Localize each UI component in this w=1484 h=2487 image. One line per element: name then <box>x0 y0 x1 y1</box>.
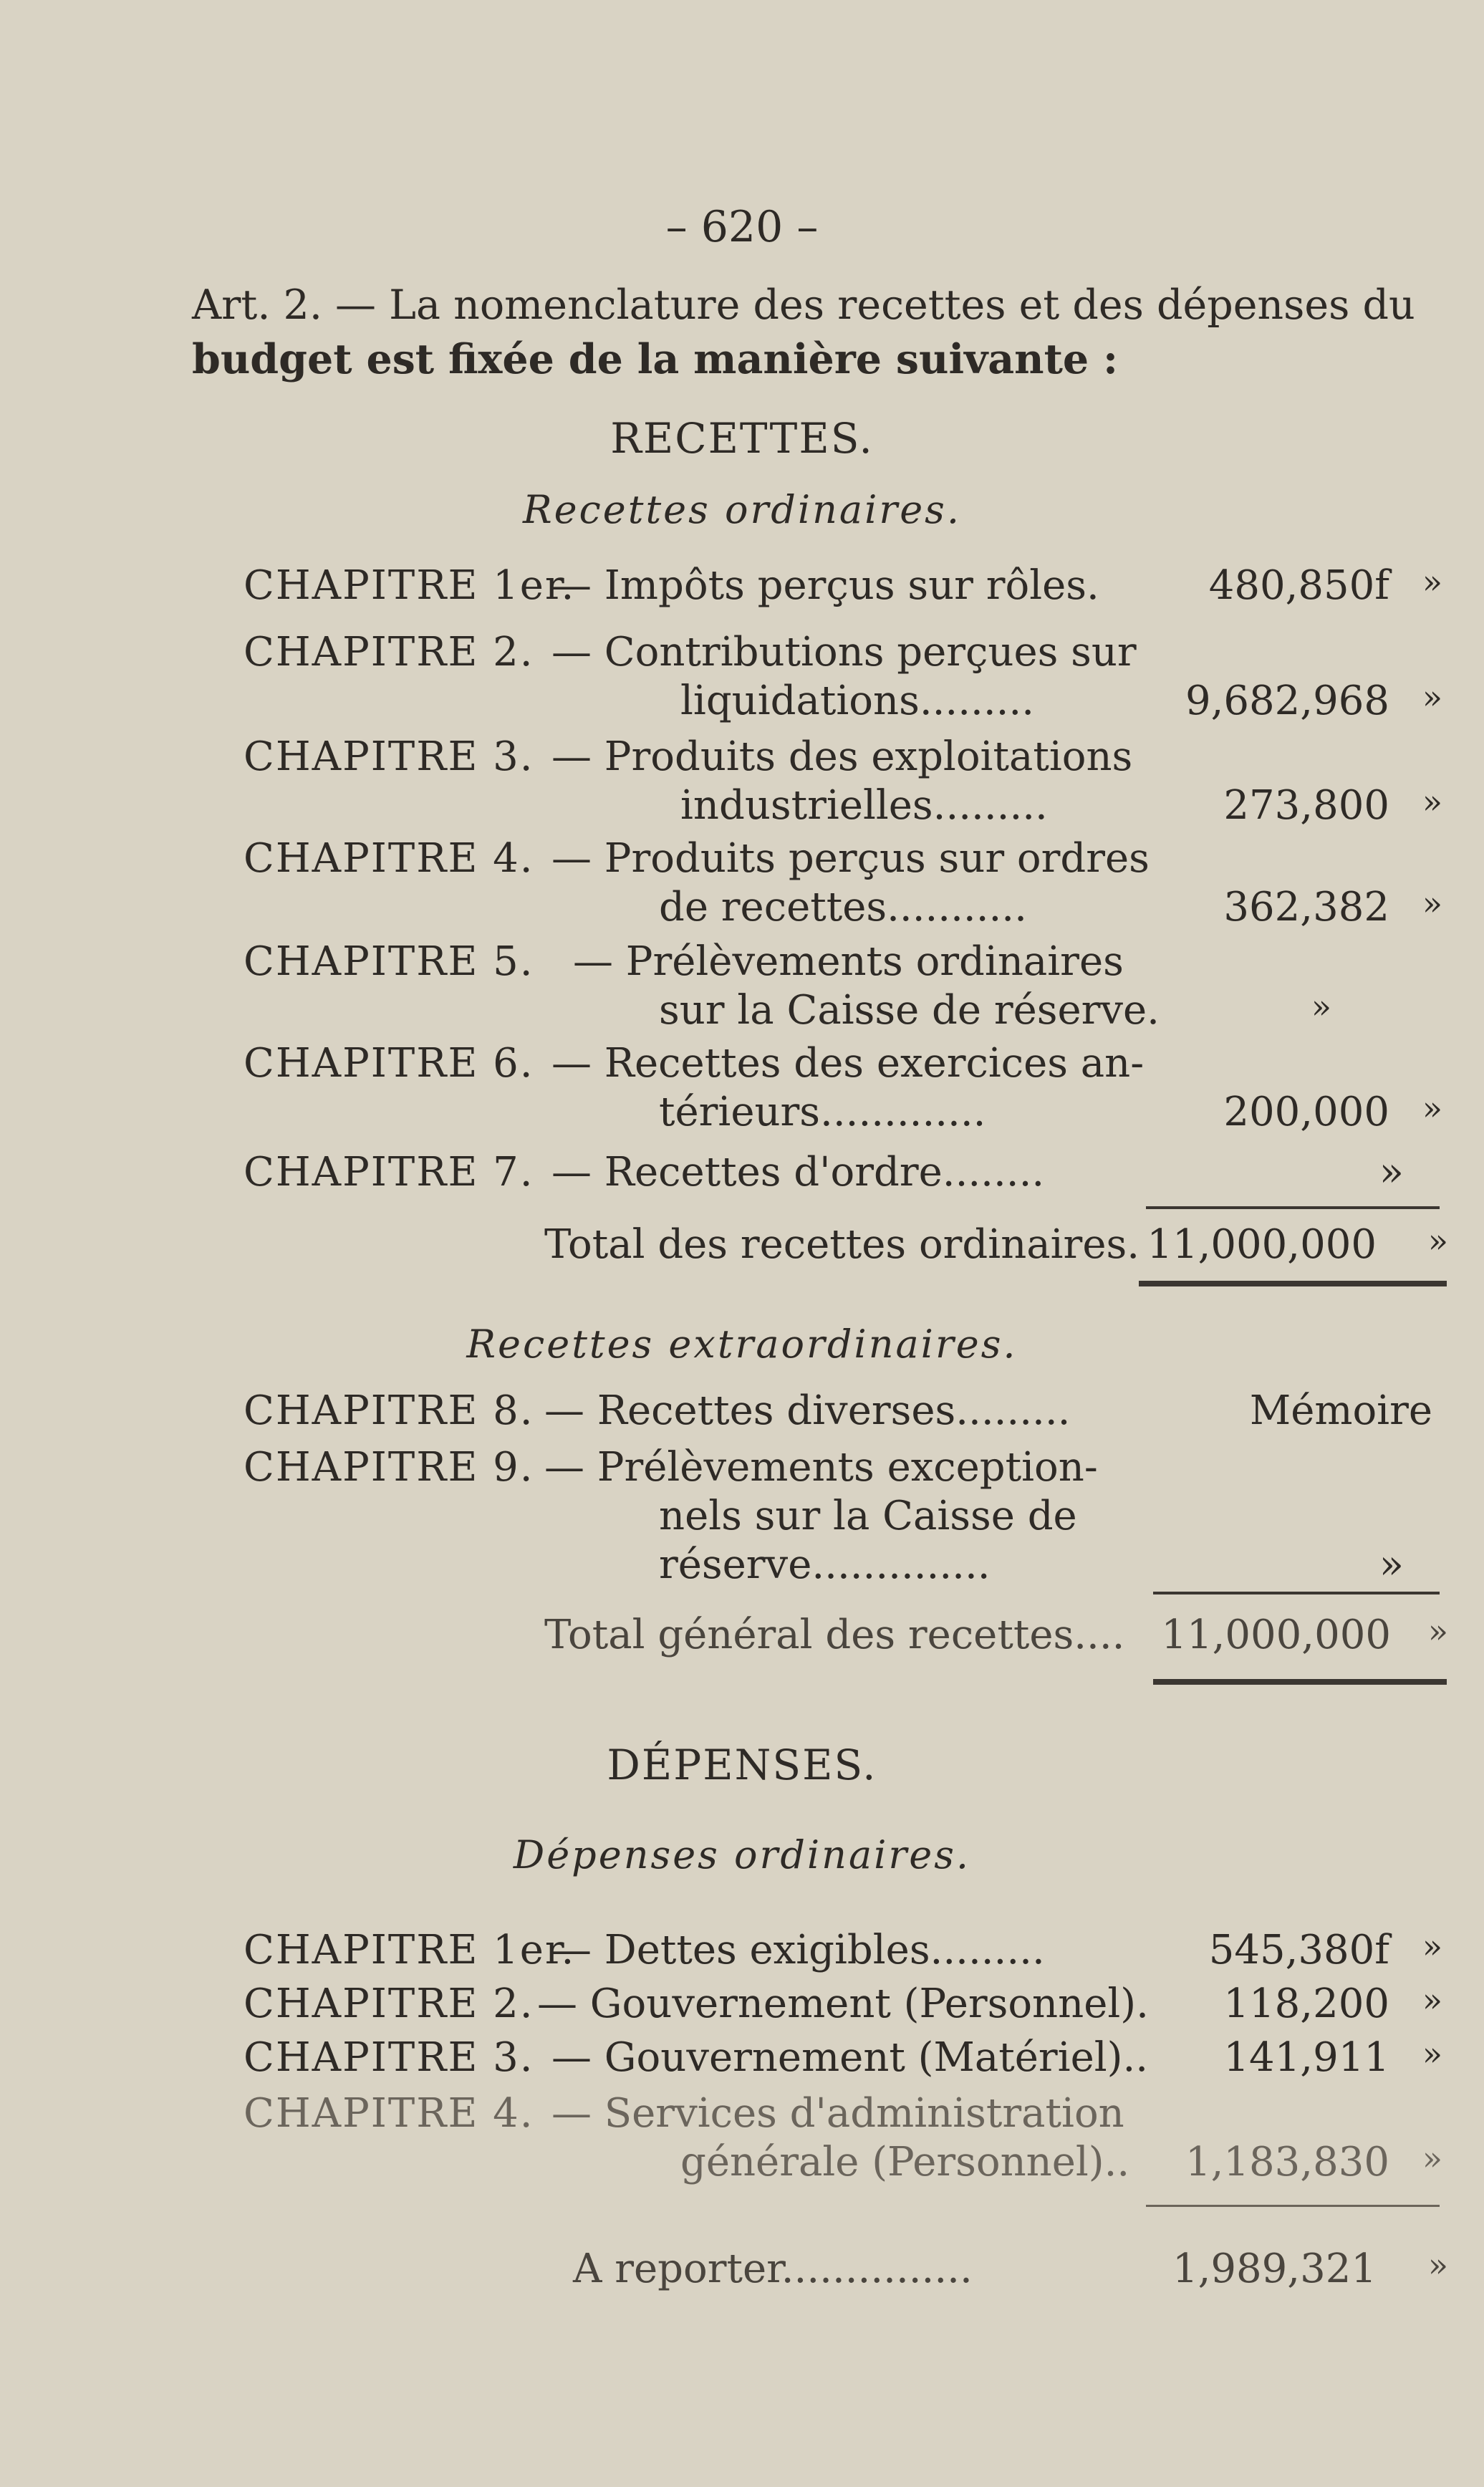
row-description: — Gouvernement (Personnel). <box>537 1981 1149 2027</box>
row-mark: » <box>1422 1927 1443 1966</box>
row-description-cont: nels sur la Caisse de <box>659 1493 1077 1539</box>
total-general-amount: 11,000,000 <box>1161 1612 1391 1658</box>
chapter-label: CHAPITRE 8. <box>244 1387 534 1434</box>
chapter-label: CHAPITRE 6. <box>244 1040 534 1087</box>
report-amount: 1,989,321 <box>1172 2246 1377 2292</box>
row-mark: » <box>1422 1089 1443 1127</box>
total-ordinaires-amount: 11,000,000 <box>1147 1221 1377 1268</box>
row-description-cont-2: réserve.............. <box>659 1541 991 1588</box>
row-description: — Dettes exigibles......... <box>551 1927 1045 1973</box>
row-amount: » <box>1379 1541 1404 1588</box>
row-amount: 141,911 <box>1223 2034 1389 2081</box>
row-amount: 545,380f <box>1208 1927 1389 1973</box>
row-description: — Gouvernement (Matériel).. <box>551 2034 1149 2081</box>
row-mark: » <box>1422 562 1443 601</box>
row-description: — Services d'administration <box>551 2090 1124 2137</box>
subtotal-rule <box>1146 1206 1440 1209</box>
intro-paragraph <box>192 278 1452 387</box>
total-ordinaires-mark: » <box>1427 1221 1448 1260</box>
chapter-label: CHAPITRE 7. <box>244 1149 534 1196</box>
row-description-cont: générale (Personnel).. <box>680 2139 1130 2185</box>
chapter-label: CHAPITRE 2. <box>244 629 534 675</box>
row-description-cont: térieurs............. <box>659 1089 986 1135</box>
intro-line-1: Art. 2. — La nomenclature des recettes et des dépenses du <box>192 282 1415 329</box>
row-description: — Recettes des exercices an- <box>551 1040 1145 1087</box>
row-description-cont: sur la Caisse de réserve. <box>659 987 1160 1034</box>
recettes-extraordinaires-heading: Recettes extraordinaires. <box>466 1322 1018 1367</box>
row-description: — Produits des exploitations <box>551 733 1133 780</box>
recettes-ordinaires-heading: Recettes ordinaires. <box>522 487 962 532</box>
row-description-cont: industrielles......... <box>680 782 1048 829</box>
report-label: A reporter............... <box>573 2246 973 2292</box>
row-description: — Impôts perçus sur rôles. <box>551 562 1099 609</box>
chapter-label: CHAPITRE 1er. <box>244 562 576 609</box>
total-ordinaires-label: Total des recettes ordinaires. <box>544 1221 1140 1268</box>
total-rule-2 <box>1153 1679 1447 1685</box>
row-description: — Recettes diverses......... <box>544 1387 1071 1434</box>
row-mark: » <box>1311 987 1332 1026</box>
row-amount: 200,000 <box>1223 1089 1389 1135</box>
total-general-mark: » <box>1427 1612 1448 1650</box>
row-amount: 1,183,830 <box>1185 2139 1389 2185</box>
chapter-label: CHAPITRE 3. <box>244 2034 534 2081</box>
total-rule <box>1139 1281 1447 1286</box>
depenses-heading: DÉPENSES. <box>607 1741 877 1789</box>
chapter-label: CHAPITRE 1er. <box>244 1927 576 1973</box>
row-amount: 9,682,968 <box>1185 678 1389 724</box>
row-amount: 362,382 <box>1223 884 1389 930</box>
row-amount: 480,850f <box>1208 562 1389 609</box>
row-description: — Contributions perçues sur <box>551 629 1137 675</box>
row-mark: » <box>1422 678 1443 716</box>
page-number: – 620 – <box>665 202 819 252</box>
subtotal-rule-2 <box>1153 1592 1440 1594</box>
row-mark: » <box>1422 2034 1443 2073</box>
row-description-cont: de recettes........... <box>659 884 1027 930</box>
chapter-label: CHAPITRE 2. <box>244 1981 534 2027</box>
row-description: — Recettes d'ordre........ <box>551 1149 1045 1196</box>
row-description-cont: liquidations......... <box>680 678 1035 724</box>
row-mark: » <box>1422 1981 1443 2019</box>
intro-line-2: budget est fixée de la manière suivante : <box>192 335 1119 383</box>
chapter-label: CHAPITRE 9. <box>244 1444 534 1491</box>
chapter-label: CHAPITRE 3. <box>244 733 534 780</box>
row-mark: » <box>1422 2139 1443 2178</box>
row-amount: » <box>1379 1149 1404 1196</box>
row-mark: » <box>1422 782 1443 821</box>
depenses-ordinaires-heading: Dépenses ordinaires. <box>513 1832 971 1877</box>
report-rule <box>1146 2205 1440 2207</box>
report-mark: » <box>1427 2246 1448 2284</box>
row-amount: Mémoire <box>1249 1387 1432 1434</box>
row-description: — Prélèvements ordinaires <box>573 938 1124 985</box>
chapter-label: CHAPITRE 4. <box>244 2090 534 2137</box>
chapter-label: CHAPITRE 4. <box>244 835 534 882</box>
row-amount: 118,200 <box>1223 1981 1389 2027</box>
row-amount: 273,800 <box>1223 782 1389 829</box>
row-mark: » <box>1422 884 1443 923</box>
recettes-heading: RECETTES. <box>610 414 874 463</box>
row-description: — Prélèvements exception- <box>544 1444 1098 1491</box>
total-general-label: Total général des recettes.... <box>544 1612 1125 1658</box>
chapter-label: CHAPITRE 5. <box>244 938 534 985</box>
row-description: — Produits perçus sur ordres <box>551 835 1150 882</box>
